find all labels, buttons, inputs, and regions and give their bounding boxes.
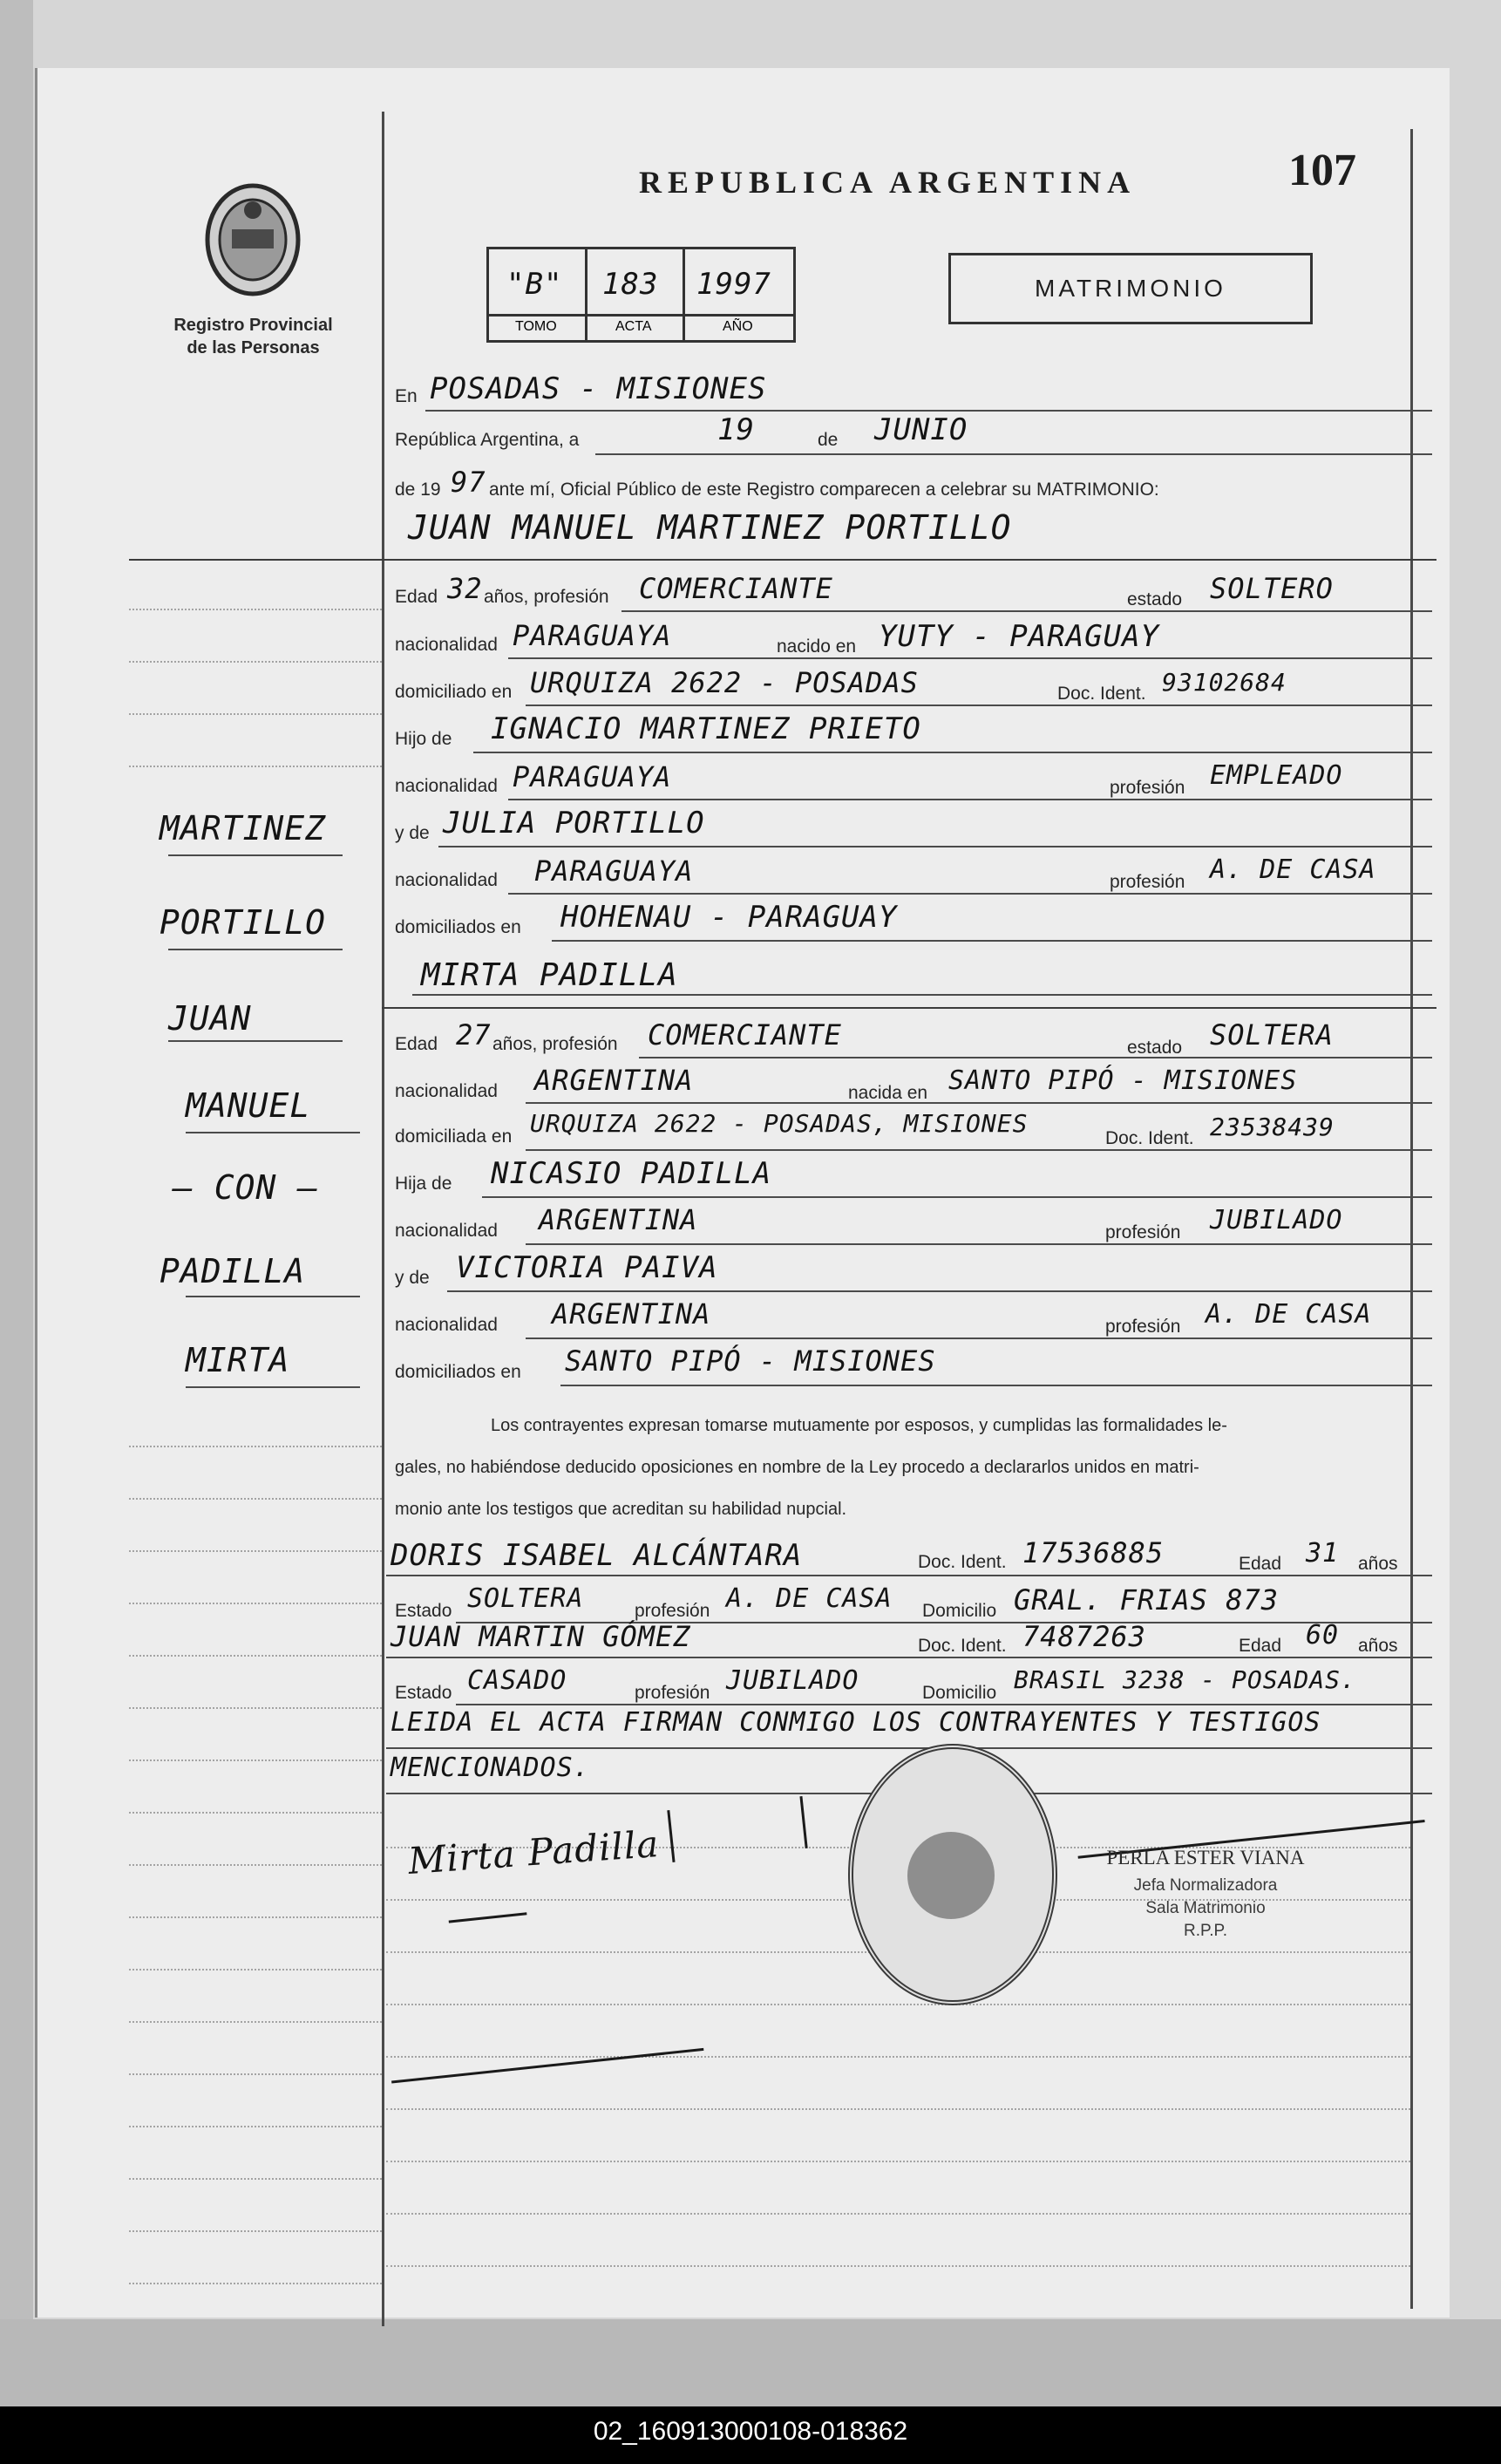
republic-label: República Argentina, a [395, 430, 580, 450]
groom-yde-label: y de [395, 823, 430, 843]
witness-2-edad-label: Edad [1239, 1636, 1282, 1656]
official-name: PERLA ESTER VIANA [1106, 1847, 1305, 1868]
bride-parents-dom: SANTO PIPÓ - MISIONES [565, 1344, 936, 1378]
tomo-label: TOMO [515, 319, 557, 334]
witness-2-estado-label: Estado [395, 1683, 452, 1703]
right-rule [1410, 129, 1413, 2309]
bride-estado-label: estado [1127, 1038, 1183, 1058]
margin-name: PADILLA [160, 1252, 306, 1290]
groom-estado-label: estado [1127, 589, 1183, 609]
bride-father-prof-label: profesión [1105, 1222, 1181, 1242]
bride-nationality: ARGENTINA [534, 1064, 694, 1097]
groom-mother-nat: PARAGUAYA [534, 854, 694, 888]
groom-profession: COMERCIANTE [639, 572, 833, 605]
groom-nac-label: nacionalidad [395, 635, 498, 655]
bride-address: URQUIZA 2622 - POSADAS, MISIONES [530, 1109, 1029, 1138]
groom-doc-label: Doc. Ident. [1057, 684, 1146, 704]
groom-nationality: PARAGUAYA [513, 619, 672, 652]
month-de-label: de [818, 430, 839, 450]
witness-1-prof: A. DE CASA [726, 1583, 893, 1614]
bride-doc-label: Doc. Ident. [1105, 1128, 1194, 1148]
bride-hija-label: Hija de [395, 1174, 452, 1194]
acta-value: 183 [602, 267, 659, 302]
bride-mother-nat: ARGENTINA [552, 1297, 711, 1331]
witness-1-edad-label: Edad [1239, 1554, 1282, 1574]
bride-nac-label: nacionalidad [395, 1081, 498, 1101]
margin-name: PORTILLO [160, 903, 327, 942]
register-page [35, 68, 1450, 2318]
page-number: 107 [1288, 146, 1356, 195]
closing-line-2: MENCIONADOS. [391, 1753, 590, 1783]
bride-name: MIRTA PADILLA [421, 957, 678, 993]
groom-edad-label: Edad [395, 587, 438, 607]
official-seal [848, 1744, 1057, 2005]
image-code: 02_160913000108-018362 [593, 2417, 908, 2446]
witness-2-dom-label: Domicilio [922, 1683, 997, 1703]
bride-doc: 23538439 [1210, 1113, 1335, 1141]
witness-1-signature [446, 1886, 527, 1923]
coat-of-arms-icon [199, 177, 308, 299]
bride-yde-label: y de [395, 1268, 430, 1288]
witness-1-dom-label: Domicilio [922, 1601, 997, 1621]
groom-mother-nat-label: nacionalidad [395, 870, 498, 890]
official-title: Jefa Normalizadora Sala Matrimonio R.P.P. [1133, 1876, 1278, 1940]
groom-edad: 32 [447, 572, 483, 605]
intro-text: ante mí, Oficial Público de este Registro comparecen a celebrar su MATRIMONIO: [489, 480, 1159, 500]
declaration-line-1: Los contrayentes expresan tomarse mutuamente por esposos, y cumplidas las formalidades le- [491, 1416, 1227, 1435]
year-value: 97 [451, 466, 486, 499]
bride-parents-dom-label: domiciliados en [395, 1362, 521, 1382]
bride-mother-prof-label: profesión [1105, 1317, 1181, 1337]
groom-mother: JULIA PORTILLO [443, 806, 705, 841]
witness-2-edad: 60 [1306, 1620, 1340, 1651]
margin-name: MIRTA [186, 1341, 290, 1379]
bride-father-prof: JUBILADO [1210, 1205, 1343, 1235]
groom-father-nat-label: nacionalidad [395, 776, 498, 796]
witness-2-dom: BRASIL 3238 - POSADAS. [1014, 1665, 1356, 1694]
tomo-value: "B" [506, 267, 563, 302]
ano-value: 1997 [696, 267, 771, 302]
bride-estado: SOLTERA [1210, 1018, 1334, 1052]
groom-parents-dom: HOHENAU - PARAGUAY [560, 900, 898, 935]
country-heading: REPUBLICA ARGENTINA [639, 165, 1137, 200]
reference-box [486, 247, 796, 343]
groom-father: IGNACIO MARTINEZ PRIETO [491, 711, 921, 746]
witness-1-estado: SOLTERA [467, 1583, 584, 1614]
bride-nacida-label: nacida en [848, 1083, 928, 1103]
groom-father-prof-label: profesión [1110, 778, 1185, 798]
acta-label: ACTA [615, 319, 652, 334]
groom-nacido-label: nacido en [777, 636, 857, 657]
witness-1-estado-label: Estado [395, 1601, 452, 1621]
en-label: En [395, 386, 418, 406]
witness-2-doc: 7487263 [1022, 1620, 1146, 1653]
witness-1-doc-label: Doc. Ident. [918, 1552, 1007, 1572]
bride-anos-label: años, profesión [492, 1034, 618, 1054]
groom-doc: 93102684 [1162, 668, 1287, 697]
declaration-line-3: monio ante los testigos que acreditan su habilidad nupcial. [395, 1500, 847, 1519]
groom-mother-prof-label: profesión [1110, 872, 1185, 892]
bride-birthplace: SANTO PIPÓ - MISIONES [948, 1065, 1298, 1096]
bride-edad-label: Edad [395, 1034, 438, 1054]
witness-2-estado: CASADO [467, 1665, 567, 1696]
witness-2-name: JUAN MARTIN GÓMEZ [391, 1620, 691, 1653]
bride-edad: 27 [456, 1018, 492, 1052]
closing-line-1: LEIDA EL ACTA FIRMAN CONMIGO LOS CONTRAYENTES Y TESTIGOS [391, 1707, 1321, 1738]
document-type-box [948, 253, 1313, 324]
ano-label: AÑO [723, 319, 753, 334]
witness-1-doc: 17536885 [1022, 1536, 1165, 1569]
witness-1-dom: GRAL. FRIAS 873 [1014, 1583, 1279, 1617]
declaration-line-2: gales, no habiéndose deducido oposiciones en nombre de la Ley procedo a declararlos unidos en matri- [395, 1458, 1199, 1477]
witness-1-prof-label: profesión [635, 1601, 710, 1621]
book-spine [0, 0, 33, 2354]
groom-dom-label: domiciliado en [395, 682, 513, 702]
groom-father-prof: EMPLEADO [1210, 760, 1343, 791]
place-value: POSADAS - MISIONES [430, 371, 767, 406]
margin-name: MANUEL [186, 1086, 311, 1125]
document-type: MATRIMONIO [1035, 275, 1226, 302]
groom-anos-label: años, profesión [484, 587, 609, 607]
groom-address: URQUIZA 2622 - POSADAS [530, 666, 919, 699]
margin-name: — CON — [173, 1168, 319, 1207]
bride-father-nat-label: nacionalidad [395, 1221, 498, 1241]
registry-name: Registro Provincial de las Personas [173, 316, 333, 357]
margin-name: MARTINEZ [160, 809, 327, 847]
witness-2-doc-label: Doc. Ident. [918, 1636, 1007, 1656]
margin-name: JUAN [168, 999, 252, 1038]
witness-2-anos-label: años [1358, 1636, 1398, 1656]
bride-father: NICASIO PADILLA [491, 1156, 772, 1191]
groom-birthplace: YUTY - PARAGUAY [879, 619, 1160, 654]
month-value: JUNIO [874, 412, 968, 447]
bride-father-nat: ARGENTINA [539, 1203, 698, 1236]
groom-parents-dom-label: domiciliados en [395, 917, 521, 937]
bride-profession: COMERCIANTE [648, 1018, 842, 1052]
witness-2-prof-label: profesión [635, 1683, 710, 1703]
bride-mother-prof: A. DE CASA [1206, 1299, 1372, 1330]
witness-1-edad: 31 [1306, 1538, 1340, 1569]
bride-signature: Mirta Padilla [406, 1822, 661, 1882]
witness-1-name: DORIS ISABEL ALCÁNTARA [391, 1538, 803, 1573]
year-prefix: de 19 [395, 480, 441, 500]
groom-estado: SOLTERO [1210, 572, 1334, 605]
groom-hijo-label: Hijo de [395, 729, 452, 749]
groom-signature [667, 1796, 807, 1862]
groom-father-nat: PARAGUAYA [513, 760, 672, 793]
witness-2-prof: JUBILADO [726, 1665, 859, 1696]
witness-1-anos-label: años [1358, 1554, 1398, 1574]
groom-mother-prof: A. DE CASA [1210, 854, 1376, 885]
bride-dom-label: domiciliada en [395, 1126, 513, 1147]
witness-2-signature [383, 1961, 704, 2083]
day-value: 19 [717, 412, 755, 447]
bride-mother: VICTORIA PAIVA [456, 1250, 718, 1285]
groom-name: JUAN MANUEL MARTINEZ PORTILLO [408, 508, 1012, 547]
bride-mother-nat-label: nacionalidad [395, 1315, 498, 1335]
